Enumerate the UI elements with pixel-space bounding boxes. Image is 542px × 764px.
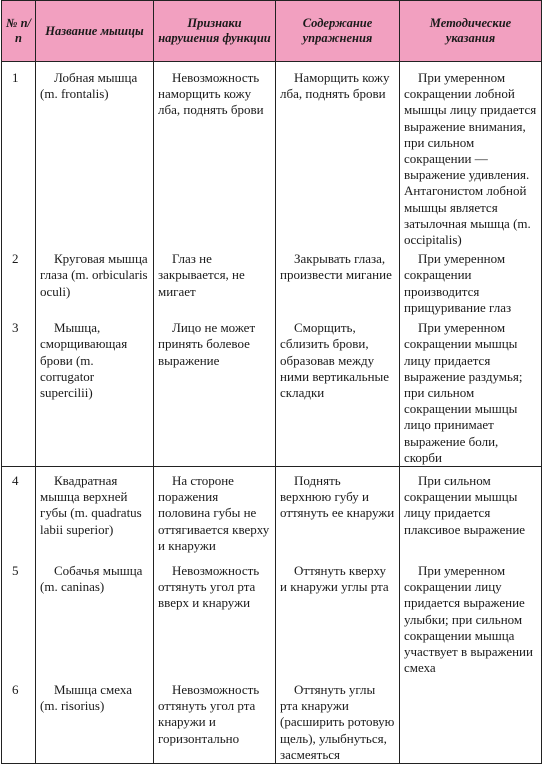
- header-notes: Методические указания: [400, 1, 542, 62]
- row-signs: Невозможность оттянуть угол рта вверх и кнаружи: [154, 560, 276, 679]
- row-signs: Глаз не закрывается, не мигает: [154, 248, 276, 317]
- row-notes: При умеренном сокращении лицу придается выражение улыбки; при сильном сокращении мышца участвует в выражении смеха: [400, 560, 542, 679]
- row-exercise: Оттянуть углы рта кнаружи (расширить ротовую щель), улыбнуться, засмеяться: [276, 679, 400, 764]
- row-num: 1: [2, 62, 36, 249]
- muscle-exercise-table: [1, 0, 542, 764]
- row-muscle: Лобная мышца (m. frontalis): [36, 62, 154, 249]
- row-exercise: Наморщить кожу лба, поднять брови: [276, 62, 400, 249]
- table-row: [2, 62, 542, 249]
- row-num: 2: [2, 248, 36, 317]
- row-notes: При умеренном сокращении лобной мышцы лицу придается выражение внимания, при сильном сокращении — выражение удивления. Антагонистом лобной мышцы является затылочная мышца (m. occipitalis): [400, 62, 542, 249]
- table-row: [2, 467, 542, 561]
- row-num: 4: [2, 467, 36, 561]
- row-muscle: Круговая мышца глаза (m. orbicularis oculi): [36, 248, 154, 317]
- row-num: 6: [2, 679, 36, 764]
- header-num: № п/п: [2, 1, 36, 62]
- header-signs: Признаки нарушения функции: [154, 1, 276, 62]
- header-muscle: Название мышцы: [36, 1, 154, 62]
- row-muscle: Мышца смеха (m. risorius): [36, 679, 154, 764]
- table-row: [2, 560, 542, 679]
- row-muscle: Квадратная мышца верхней губы (m. quadratus labii superior): [36, 467, 154, 561]
- table-row: [2, 317, 542, 466]
- table-row: [2, 248, 542, 317]
- table-row: [2, 679, 542, 764]
- row-signs: Лицо не может принять болевое выражение: [154, 317, 276, 466]
- row-exercise: Оттянуть кверху и кнаружи углы рта: [276, 560, 400, 679]
- row-exercise: Поднять верхнюю губу и оттянуть ее кнаружи: [276, 467, 400, 561]
- row-notes: При сильном сокращении мышцы лицу придается плаксивое выражение: [400, 467, 542, 561]
- row-exercise: Закрывать глаза, произвести мигание: [276, 248, 400, 317]
- row-muscle: Собачья мышца (m. caninas): [36, 560, 154, 679]
- row-exercise: Сморщить, сблизить брови, образовав между ними вертикальные складки: [276, 317, 400, 466]
- row-signs: Невозможность оттянуть угол рта кнаружи и горизонтально: [154, 679, 276, 764]
- row-notes: [400, 679, 542, 764]
- row-signs: На стороне поражения половина губы не оттягивается кверху и кнаружи: [154, 467, 276, 561]
- header-exercise: Содержание упражнения: [276, 1, 400, 62]
- row-notes: При умеренном сокращении мышцы лицу придается выражение раздумья; при сильном сокращении мышцы лицо принимает выражение боли, скорби: [400, 317, 542, 466]
- table-header-row: [2, 1, 542, 62]
- row-signs: Невозможность наморщить кожу лба, поднять брови: [154, 62, 276, 249]
- row-muscle: Мышца, сморщивающая брови (m. corrugator supercilii): [36, 317, 154, 466]
- row-num: 3: [2, 317, 36, 466]
- row-num: 5: [2, 560, 36, 679]
- row-notes: При умеренном сокращении производится прищуривание глаз: [400, 248, 542, 317]
